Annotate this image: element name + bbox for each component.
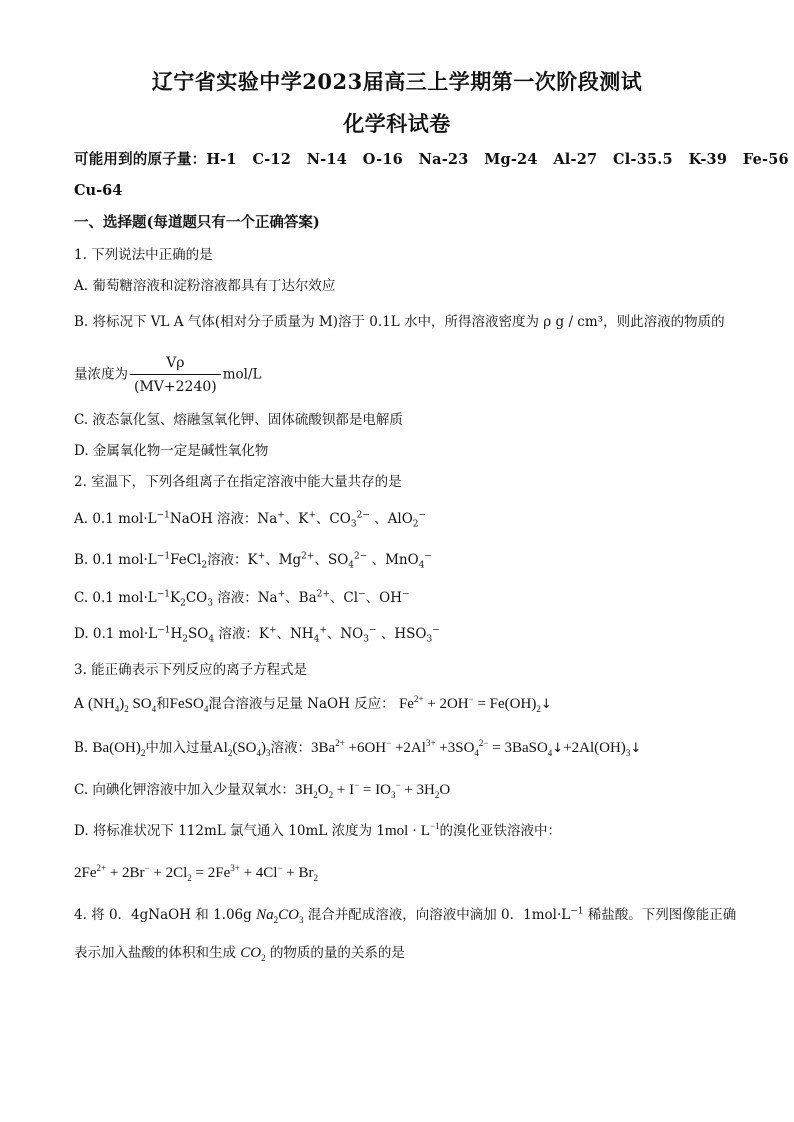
q2-c-prefix: C. 0.1 mol·L <box>74 590 157 606</box>
q3-a-mid: 和 <box>156 696 170 712</box>
q1-option-b-line2 <box>74 353 262 397</box>
q3-a-label: A <box>74 696 84 712</box>
q3-a-text: 混合溶液与足量 NaOH 反应： <box>208 696 395 712</box>
q2-c-body: K <box>169 590 181 606</box>
q2-option-d: D. 0.1 $mol\cdot L^{-1}H_2SO_4$ 溶液：K+、$NH_4^+$、$NO_3^-$ 、$HSO_3^-$ <box>74 625 440 645</box>
q3-d-text2: 的溴化亚铁溶液中： <box>439 823 562 839</box>
q3-option-a: A $(NH_4)_2$ $SO_4$和FeSO$_4$混合溶液与足量 NaOH 反应： $Fe^{2+} + 2OH^-$ = $Fe(OH)_2↓$ <box>74 694 552 714</box>
q4-line1-a: 4. 将 0．4gNaOH 和 1.06g <box>74 907 252 923</box>
q3-option-c: C. 向碘化钾溶液中加入少量双氧水：$3H_2O_2 + I^- = IO_3^- + 3H_2O$ <box>74 780 451 800</box>
q3-c-text: C. 向碘化钾溶液中加入少量双氧水： <box>74 782 295 798</box>
q3-b-label: B. <box>74 740 89 756</box>
q3-option-d: D. 将标准状况下 112mL 氯气通入 10mL 浓度为 $1mol \cdot L^{-1}$的溴化亚铁溶液中： <box>74 821 562 839</box>
q1-option-b-prefix: 量浓度为 <box>74 366 128 383</box>
atomic-masses-line2: Cu-64 <box>74 182 123 199</box>
q4-line2-a: 表示加入盐酸的体积和生成 <box>74 945 236 961</box>
q3-d-text1: D. 将标准状况下 112mL 氯气通入 10mL 浓度为 1 <box>74 823 385 839</box>
q3-option-b: B. $Ba(OH)_2$中加入过量$Al_2(SO_4)_3$溶液：$3Ba^{2+} +6OH^- +2Al^{3+} +3SO_4^{2-}$ = $3BaSO_4↓+2Al(OH)_3↓$ <box>74 738 642 758</box>
q4-line2-b: 的物质的量的关系的是 <box>269 945 405 961</box>
q2-b-body: FeCl <box>170 552 202 568</box>
fraction-denominator: (MV+2240) <box>134 379 217 395</box>
section-title: 一、选择题(每道题只有一个正确答案) <box>74 214 320 231</box>
exam-subtitle: 化学科试卷 <box>343 111 451 136</box>
atomic-masses-values: H-1 C-12 N-14 O-16 Na-23 Mg-24 Al-27 Cl-35.5 K-39 Fe-56 <box>206 151 789 168</box>
q4-line1-c: 稀盐酸。下列图像能正确 <box>587 907 737 923</box>
q1-option-d: D. 金属氧化物一定是碱性氧化物 <box>74 443 269 459</box>
q1-option-c: C. 液态氯化氢、熔融氢氧化钾、固体硫酸钡都是电解质 <box>74 412 403 428</box>
q2-a-prefix: A. 0.1 mol·L <box>74 511 157 527</box>
q3-option-d-equation: $2Fe^{2+} + 2Br^- + 2Cl_2 = 2Fe^{3+} + 4Cl^- + Br_2$ <box>74 863 318 883</box>
q3-stem: 3. 能正确表示下列反应的离子方程式是 <box>74 662 308 678</box>
q4-line2: 表示加入盐酸的体积和生成 $CO_2$ 的物质的量的关系的是 <box>74 945 405 963</box>
q4-line1-b: 混合并配成溶液，向溶液中滴加 0．1mol·L <box>307 907 571 923</box>
q1-stem: 1. 下列说法中正确的是 <box>74 247 213 263</box>
q2-b-prefix: B. 0.1 mol·L <box>74 552 157 568</box>
q2-a-body: NaOH 溶液：Na <box>169 511 278 527</box>
q2-option-c: C. 0.1 $mol\cdot L^{-1}K_2CO_3$ 溶液：Na+、$Ba^{2+}$、Cl−、OH− <box>74 589 410 609</box>
atomic-masses-line1 <box>74 150 789 170</box>
q2-option-b: B. 0.1 $mol\cdot L^{-1}FeCl_2$溶液：K+、$Mg^{2+}$、$SO_4^{2-}$ 、MnO$_4$− <box>74 551 432 571</box>
q2-stem: 2. 室温下，下列各组离子在指定溶液中能大量共存的是 <box>74 474 402 490</box>
q1-option-a: A. 葡萄糖溶液和淀粉溶液都具有丁达尔效应 <box>74 278 336 294</box>
q2-d-body: H <box>170 626 183 642</box>
q4-line1: 4. 将 0．4gNaOH 和 1.06g $Na_2CO_3$ 混合并配成溶液，向溶液中滴加 0．$1mol\cdot L^{-1}$ 稀盐酸。下列图像能正确 <box>74 906 737 925</box>
q2-option-a: A. 0.1 $mol\cdot L^{-1}NaOH$ 溶液：Na+、K+、$CO_3^{2-}$ 、AlO$_2$− <box>74 510 427 530</box>
q1-concentration-fraction <box>130 353 221 397</box>
atomic-masses-label: 可能用到的原子量： <box>74 151 207 168</box>
q1-option-b-line1: B. 将标况下 VL A 气体(相对分子质量为 M)溶于 0.1L 水中，所得溶液密度为 ρ g / cm³，则此溶液的物质的 <box>74 314 725 330</box>
fraction-numerator: Vρ <box>130 353 221 375</box>
q1-unit: mol/L <box>222 366 262 383</box>
q3-b-text2: 溶液： <box>270 740 312 756</box>
exam-title: 辽宁省实验中学2023届高三上学期第一次阶段测试 <box>151 69 643 94</box>
q3-b-text: 中加入过量 <box>145 740 213 756</box>
q2-d-prefix: D. 0.1 mol·L <box>74 626 158 642</box>
